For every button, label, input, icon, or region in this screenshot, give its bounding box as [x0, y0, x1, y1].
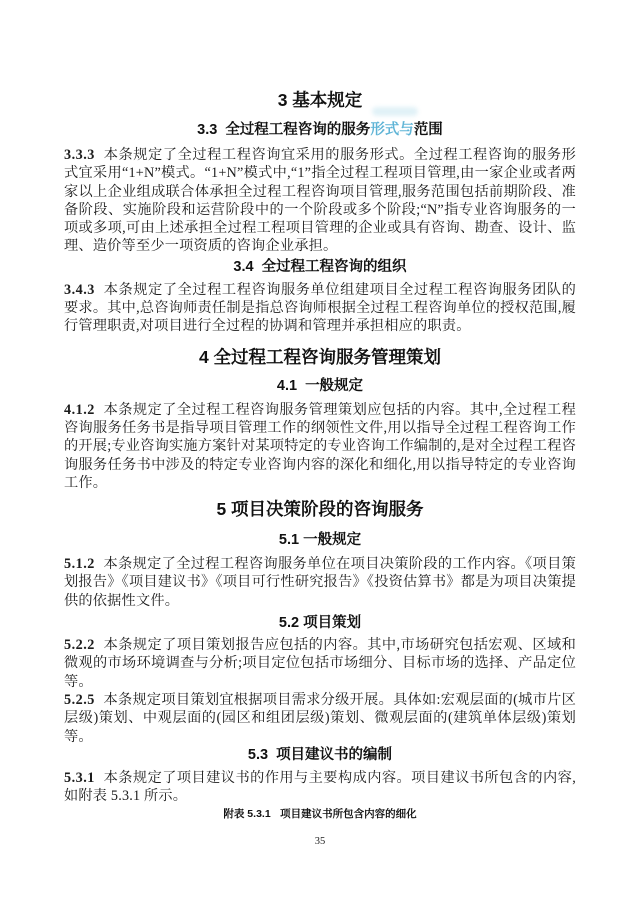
- clause-text: 本条规定了全过程工程咨询服务管理策划应包括的内容。其中,全过程工程咨询服务任务书是指导项目管理工作的纲领性文件,用以指导全过程工程咨询工作的开展;专业咨询实施方案针对某项特定的专业咨询工作编制的,是对全过程工程咨询服务任务书中涉及的特定专业咨询内容的深化和细化,用以指导特定的专业咨询工作。: [64, 401, 576, 491]
- section-3-4-heading: [64, 258, 576, 277]
- section-number: 3.3: [197, 122, 218, 138]
- clause-number: 5.2.2: [64, 637, 95, 654]
- highlight-smudge: [372, 107, 418, 116]
- section-title-post: 范围: [413, 122, 443, 138]
- section-5-1-heading: [64, 531, 576, 550]
- section-title-highlighted: 形式与: [370, 122, 414, 138]
- clause-number: 5.1.2: [64, 556, 95, 573]
- section-title-pre: 全过程工程咨询的服务: [225, 122, 371, 138]
- clause-5-3-1: [64, 769, 576, 806]
- section-title: 全过程工程咨询的组织: [261, 258, 407, 275]
- section-4-1-heading: [64, 377, 576, 396]
- section-number: 4.1: [276, 377, 298, 394]
- clause-3-4-3: [64, 281, 576, 336]
- clause-text: 本条规定项目策划宜根据项目需求分级开展。具体如:宏观层面的(城市片区层级)策划、中观层面的(园区和组团层级)策划、微观层面的(建筑单体层级)策划等。: [64, 691, 576, 745]
- section-5-2-heading: [64, 614, 576, 633]
- clause-5-2-5: [64, 691, 576, 746]
- clause-number: 3.3.3: [64, 147, 95, 163]
- table-caption-label: 附表 5.3.1: [223, 808, 271, 821]
- clause-number: 5.2.5: [64, 691, 95, 708]
- chapter-5-heading: 5 项目决策阶段的咨询服务: [216, 499, 424, 520]
- clause-3-3-3: [64, 146, 576, 256]
- table-caption: [64, 808, 576, 821]
- clause-text: 本条规定了项目建议书的作用与主要构成内容。项目建议书所包含的内容,如附表 5.3.1 所示。: [64, 769, 576, 805]
- section-3-3-heading: [64, 121, 576, 140]
- clause-number: 4.1.2: [64, 401, 95, 418]
- clause-text: 本条规定了全过程工程咨询服务单位组建项目全过程工程咨询服务团队的要求。其中,总咨询师责任制是指总咨询师根据全过程工程咨询单位的授权范围,履行管理职责,对项目进行全过程的协调和管理并承担相应的职责。: [64, 281, 576, 335]
- section-title: 一般规定: [305, 377, 364, 394]
- section-number: 5.1: [278, 532, 300, 549]
- clause-5-1-2: [64, 555, 576, 610]
- section-number: 3.4: [233, 258, 254, 275]
- section-number: 5.3: [247, 746, 269, 763]
- table-caption-text: 项目建议书所包含内容的细化: [280, 808, 417, 821]
- chapter-4-heading: 4 全过程工程咨询服务管理策划: [198, 346, 442, 367]
- clause-number: 3.4.3: [64, 281, 95, 298]
- clause-number: 5.3.1: [64, 769, 95, 786]
- chapter-3-heading: 3 基本规定: [277, 90, 363, 110]
- section-number: 5.2: [278, 615, 300, 632]
- clause-4-1-2: [64, 401, 576, 492]
- clause-text: 本条规定了全过程工程咨询服务单位在项目决策阶段的工作内容。《项目策划报告》《项目建议书》《项目可行性研究报告》《投资估算书》都是为项目决策提供的依据性文件。: [64, 556, 576, 609]
- section-title: 项目建议书的编制: [276, 746, 393, 763]
- page-number: 35: [314, 836, 326, 848]
- clause-5-2-2: [64, 636, 576, 691]
- clause-text: 本条规定了项目策划报告应包括的内容。其中,市场研究包括宏观、区域和微观的市场环境调查与分析;项目定位包括市场细分、目标市场的选择、产品定位等。: [64, 637, 576, 690]
- section-title: 一般规定: [303, 532, 362, 549]
- section-title: 项目策划: [303, 615, 362, 632]
- section-5-3-heading: [64, 746, 576, 765]
- clause-text: 本条规定了全过程工程咨询宜采用的服务形式。全过程工程咨询的服务形式宜采用“1+N”模式。“1+N”模式中,“1”指全过程工程项目管理,由一家企业或者两家以上企业组成联合体承担全过程工程咨询项目管理,服务范围包括前期阶段、准备阶段、实施阶段和运营阶段中的一个阶段或多个阶段;“N”指专业咨询服务的一项或多项,可由上述承担全过程工程项目管理的企业或具有咨询、勘查、设计、监理、造价等至少一项资质的咨询企业承担。: [64, 147, 576, 255]
